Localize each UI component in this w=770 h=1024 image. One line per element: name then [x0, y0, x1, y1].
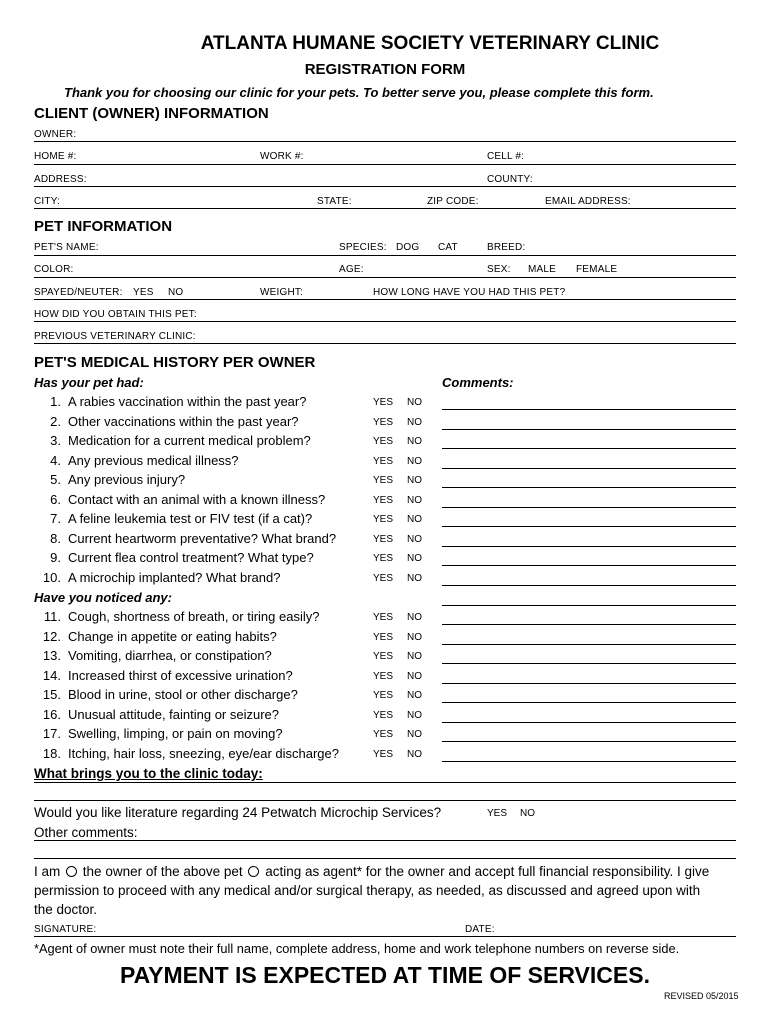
- comments-heading: Comments:: [442, 375, 514, 390]
- question-yes-option[interactable]: YES: [373, 670, 394, 682]
- comment-line[interactable]: [442, 663, 736, 664]
- consent-agent-text: acting as agent* for the owner and accept full financial responsibility. I give: [265, 864, 710, 879]
- question-text: Change in appetite or eating habits?: [68, 628, 277, 644]
- question-yes-option[interactable]: YES: [373, 436, 394, 447]
- pet-name-label: PET'S NAME:: [34, 242, 99, 253]
- city-label: CITY:: [34, 196, 61, 207]
- question-text: Vomiting, diarrhea, or constipation?: [68, 648, 272, 663]
- date-label: DATE:: [465, 924, 495, 935]
- other-comments-field-2[interactable]: [34, 858, 736, 859]
- question-yes-option[interactable]: YES: [373, 709, 394, 721]
- question-text: Increased thirst of excessive urination?: [68, 667, 293, 683]
- question-text: Medication for a current medical problem?: [68, 433, 311, 448]
- comment-line[interactable]: [442, 702, 736, 703]
- pet-heading: PET INFORMATION: [34, 218, 173, 235]
- question-yes-option[interactable]: YES: [373, 729, 394, 740]
- owner-field[interactable]: [34, 141, 736, 142]
- question-no-option[interactable]: NO: [407, 670, 422, 682]
- phone-field[interactable]: [34, 164, 736, 165]
- question-text: Blood in urine, stool or other discharge?: [68, 687, 298, 702]
- question-no-option[interactable]: NO: [407, 533, 422, 545]
- comment-line[interactable]: [442, 409, 736, 410]
- address-field[interactable]: [34, 186, 736, 187]
- brings-field-2[interactable]: [34, 800, 736, 801]
- question-number: 11.: [43, 609, 61, 624]
- question-no-option[interactable]: NO: [407, 553, 422, 564]
- how-long-label: HOW LONG HAVE YOU HAD THIS PET?: [373, 287, 566, 298]
- city-field[interactable]: [34, 208, 736, 209]
- state-label: STATE:: [317, 196, 352, 207]
- question-yes-option[interactable]: YES: [373, 494, 394, 506]
- age-label: AGE:: [339, 264, 364, 275]
- question-number: 10.: [42, 569, 61, 585]
- revised-date: REVISED 05/2015: [664, 991, 739, 1001]
- pet-name-field[interactable]: [34, 255, 736, 256]
- question-number: 9.: [50, 550, 61, 565]
- noticed-heading: Have you noticed any:: [34, 590, 172, 605]
- question-yes-option[interactable]: YES: [373, 397, 394, 408]
- comment-line[interactable]: [442, 448, 736, 449]
- comment-line[interactable]: [442, 507, 736, 508]
- question-no-option[interactable]: NO: [407, 709, 422, 721]
- question-no-option[interactable]: NO: [407, 397, 422, 408]
- question-text: Unusual attitude, fainting or seizure?: [68, 706, 280, 722]
- sex-female-option[interactable]: FEMALE: [576, 264, 618, 275]
- question-text: Any previous medical illness?: [68, 452, 239, 468]
- question-text: Any previous injury?: [68, 472, 186, 487]
- previous-clinic-field[interactable]: [34, 343, 736, 344]
- question-no-option[interactable]: NO: [407, 651, 422, 662]
- species-label: SPECIES:: [339, 242, 387, 253]
- owner-radio[interactable]: [66, 866, 77, 877]
- question-no-option[interactable]: NO: [407, 514, 422, 525]
- comment-line[interactable]: [442, 722, 736, 723]
- question-no-option[interactable]: NO: [407, 729, 422, 740]
- question-no-option[interactable]: NO: [407, 612, 422, 623]
- question-yes-option[interactable]: YES: [373, 651, 394, 662]
- address-label: ADDRESS:: [34, 174, 87, 185]
- question-yes-option[interactable]: YES: [373, 455, 394, 467]
- client-heading: CLIENT (OWNER) INFORMATION: [34, 105, 269, 122]
- question-text: Swelling, limping, or pain on moving?: [68, 726, 283, 741]
- question-number: 7.: [50, 511, 61, 526]
- comment-line[interactable]: [442, 429, 736, 430]
- brings-field[interactable]: [34, 782, 736, 783]
- question-text: A feline leukemia test or FIV test (if a cat)?: [68, 511, 313, 526]
- question-number: 4.: [50, 452, 61, 468]
- comment-line[interactable]: [442, 468, 736, 469]
- question-text: Contact with an animal with a known illness?: [68, 491, 326, 507]
- comment-line[interactable]: [442, 644, 736, 645]
- question-yes-option[interactable]: YES: [373, 553, 394, 564]
- form-title: ATLANTA HUMANE SOCIETY VETERINARY CLINIC: [200, 33, 660, 54]
- spayed-field[interactable]: [34, 299, 736, 300]
- question-number: 6.: [50, 491, 61, 507]
- owner-label: OWNER:: [34, 129, 77, 140]
- spayed-label: SPAYED/NEUTER:: [34, 287, 123, 298]
- question-no-option[interactable]: NO: [407, 475, 422, 486]
- zip-label: ZIP CODE:: [427, 196, 479, 207]
- comment-line[interactable]: [442, 741, 736, 742]
- consent-i-am: I am: [34, 864, 61, 879]
- species-dog-option[interactable]: DOG: [396, 242, 420, 253]
- brings-label: What brings you to the clinic today:: [34, 766, 263, 781]
- question-text: A rabies vaccination within the past year?: [68, 394, 307, 409]
- question-number: 17.: [42, 726, 61, 741]
- consent-owner-text: the owner of the above pet: [82, 864, 243, 879]
- question-yes-option[interactable]: YES: [373, 572, 394, 584]
- comment-line[interactable]: [442, 683, 736, 684]
- question-yes-option[interactable]: YES: [373, 514, 394, 525]
- payment-notice: PAYMENT IS EXPECTED AT TIME OF SERVICES.: [120, 962, 650, 988]
- question-number: 18.: [42, 745, 61, 761]
- literature-yes-option[interactable]: YES: [487, 808, 508, 819]
- agent-radio[interactable]: [248, 866, 259, 877]
- form-subtitle: REGISTRATION FORM: [304, 61, 466, 78]
- question-text: A microchip implanted? What brand?: [68, 569, 281, 585]
- comment-line[interactable]: [442, 624, 736, 625]
- question-number: 3.: [50, 433, 61, 448]
- question-no-option[interactable]: NO: [407, 572, 422, 584]
- color-label: COLOR:: [34, 264, 74, 275]
- consent-line-3: the doctor.: [34, 902, 98, 917]
- question-text: Cough, shortness of breath, or tiring easily?: [68, 609, 320, 624]
- comment-line[interactable]: [442, 526, 736, 527]
- question-no-option[interactable]: NO: [407, 748, 422, 760]
- color-field[interactable]: [34, 277, 736, 278]
- email-label: EMAIL ADDRESS:: [545, 196, 631, 207]
- comment-line[interactable]: [442, 761, 736, 762]
- question-yes-option[interactable]: YES: [373, 690, 394, 701]
- has-had-heading: Has your pet had:: [34, 375, 144, 390]
- question-number: 13.: [42, 648, 61, 663]
- comment-line[interactable]: [442, 487, 736, 488]
- question-number: 2.: [50, 413, 61, 429]
- cell-phone-label: CELL #:: [487, 151, 525, 162]
- question-text: Current flea control treatment? What type?: [68, 550, 314, 565]
- question-no-option[interactable]: NO: [407, 631, 422, 643]
- question-text: Itching, hair loss, sneezing, eye/ear discharge?: [68, 745, 339, 761]
- breed-label: BREED:: [487, 242, 526, 253]
- history-heading: PET'S MEDICAL HISTORY PER OWNER: [34, 354, 316, 371]
- question-yes-option[interactable]: YES: [373, 612, 394, 623]
- comment-line-extra[interactable]: [442, 605, 736, 606]
- question-number: 1.: [50, 394, 61, 409]
- question-number: 5.: [50, 472, 61, 487]
- question-number: 12.: [42, 628, 61, 644]
- question-text: Current heartworm preventative? What brand?: [68, 530, 337, 546]
- weight-label: WEIGHT:: [260, 287, 304, 298]
- consent-line-2: permission to proceed with any medical and/or surgical therapy, as needed, as discussed and agreed upon with: [34, 883, 701, 898]
- question-no-option[interactable]: NO: [407, 455, 422, 467]
- question-yes-option[interactable]: YES: [373, 748, 394, 760]
- consent-line-1: [34, 864, 709, 879]
- question-number: 16.: [42, 706, 61, 722]
- comment-line[interactable]: [442, 546, 736, 547]
- sex-male-option[interactable]: MALE: [528, 264, 557, 275]
- question-text: Other vaccinations within the past year?: [68, 413, 299, 429]
- previous-clinic-label: PREVIOUS VETERINARY CLINIC:: [34, 331, 196, 342]
- work-phone-label: WORK #:: [260, 151, 304, 162]
- question-yes-option[interactable]: YES: [373, 631, 394, 643]
- signature-field[interactable]: [34, 936, 736, 937]
- question-yes-option[interactable]: YES: [373, 533, 394, 545]
- other-comments-field[interactable]: [34, 840, 736, 841]
- question-number: 15.: [42, 687, 61, 702]
- question-yes-option[interactable]: YES: [373, 475, 394, 486]
- spayed-yes-option[interactable]: YES: [133, 287, 154, 298]
- question-no-option[interactable]: NO: [407, 690, 422, 701]
- question-no-option[interactable]: NO: [407, 494, 422, 506]
- signature-label: SIGNATURE:: [34, 924, 97, 935]
- question-number: 8.: [50, 530, 61, 546]
- question-yes-option[interactable]: YES: [373, 416, 394, 428]
- spayed-no-option[interactable]: NO: [168, 287, 184, 298]
- home-phone-label: HOME #:: [34, 151, 77, 162]
- literature-no-option[interactable]: NO: [520, 808, 535, 819]
- question-no-option[interactable]: NO: [407, 416, 422, 428]
- literature-question: Would you like literature regarding 24 Petwatch Microchip Services?: [34, 805, 442, 820]
- question-number: 14.: [42, 667, 61, 683]
- comment-line[interactable]: [442, 585, 736, 586]
- other-comments-label: Other comments:: [34, 825, 138, 840]
- question-no-option[interactable]: NO: [407, 436, 422, 447]
- comment-line[interactable]: [442, 565, 736, 566]
- sex-label: SEX:: [487, 264, 511, 275]
- obtain-field[interactable]: [34, 321, 736, 322]
- county-label: COUNTY:: [487, 174, 533, 185]
- intro-text: Thank you for choosing our clinic for your pets. To better serve you, please complete this form.: [64, 85, 654, 100]
- obtain-label: HOW DID YOU OBTAIN THIS PET:: [34, 309, 197, 320]
- species-cat-option[interactable]: CAT: [438, 242, 458, 253]
- agent-note: *Agent of owner must note their full name, complete address, home and work telephone numbers on reverse side.: [34, 941, 680, 956]
